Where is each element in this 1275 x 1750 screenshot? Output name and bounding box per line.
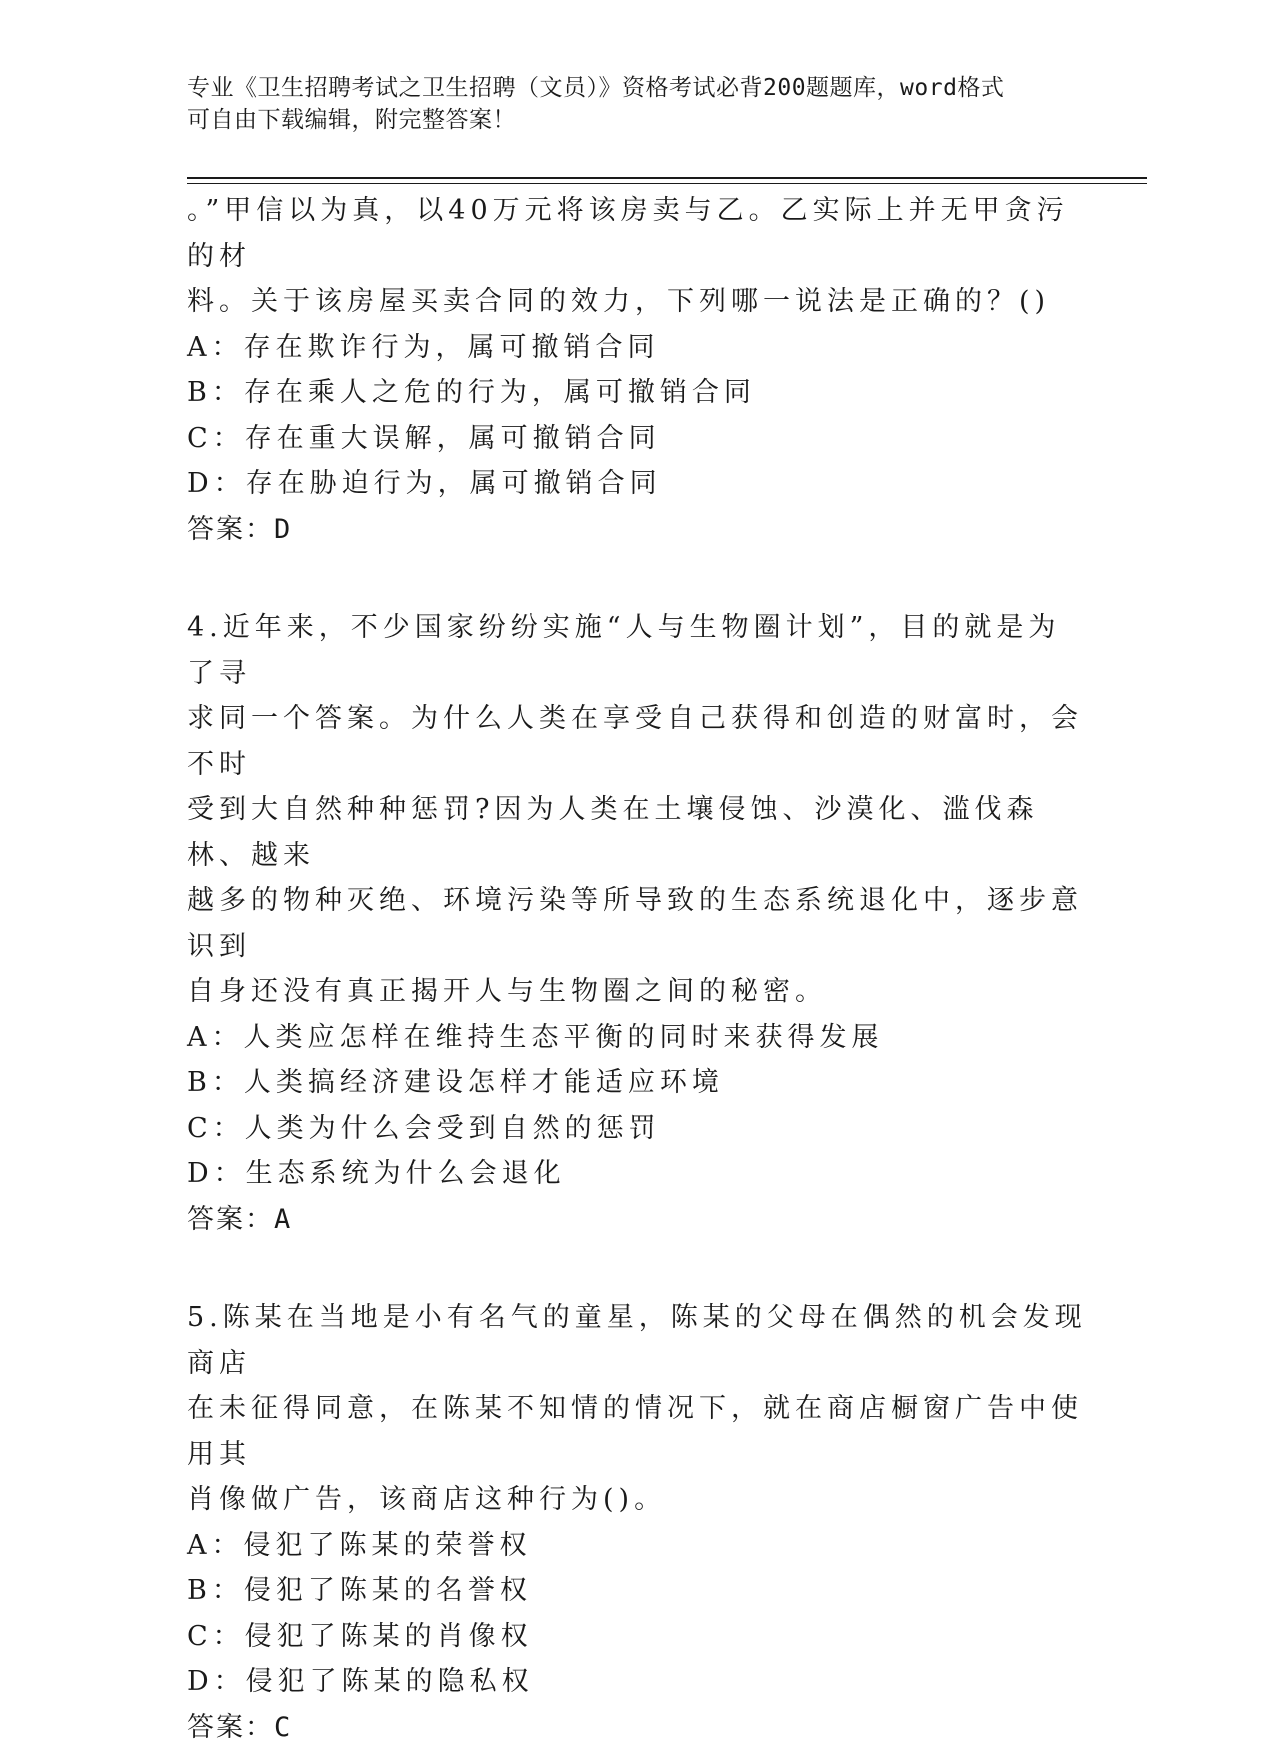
question-text-line: 。”甲信以为真，以40万元将该房卖与乙。乙实际上并无甲贪污的材 bbox=[187, 188, 1087, 279]
question-text-line: 在未征得同意，在陈某不知情的情况下，就在商店橱窗广告中使用其 bbox=[187, 1386, 1087, 1477]
question-text-line: 4.近年来，不少国家纷纷实施“人与生物圈计划”，目的就是为了寻 bbox=[187, 605, 1087, 696]
header-divider bbox=[187, 177, 1147, 184]
option-c: C：人类为什么会受到自然的惩罚 bbox=[187, 1106, 1087, 1152]
question-text-line: 越多的物种灭绝、环境污染等所导致的生态系统退化中，逐步意识到 bbox=[187, 878, 1087, 969]
option-c: C：存在重大误解，属可撤销合同 bbox=[187, 416, 1087, 462]
question-text-line: 料。关于该房屋买卖合同的效力，下列哪一说法是正确的？() bbox=[187, 279, 1087, 325]
option-b: B：存在乘人之危的行为，属可撤销合同 bbox=[187, 370, 1087, 416]
option-b: B：侵犯了陈某的名誉权 bbox=[187, 1568, 1087, 1614]
page-header bbox=[187, 72, 1087, 136]
question-4 bbox=[187, 605, 1087, 1242]
question-3 bbox=[187, 188, 1087, 552]
answer-label: 答案：A bbox=[187, 1197, 1087, 1243]
option-c: C：侵犯了陈某的肖像权 bbox=[187, 1614, 1087, 1660]
spacer bbox=[187, 1242, 1087, 1295]
question-5 bbox=[187, 1295, 1087, 1750]
option-a: A：人类应怎样在维持生态平衡的同时来获得发展 bbox=[187, 1015, 1087, 1061]
question-text-line: 求同一个答案。为什么人类在享受自己获得和创造的财富时，会不时 bbox=[187, 696, 1087, 787]
option-d: D：生态系统为什么会退化 bbox=[187, 1151, 1087, 1197]
answer-label: 答案：C bbox=[187, 1705, 1087, 1750]
header-title-line-2: 可自由下载编辑，附完整答案！ bbox=[187, 104, 1087, 136]
answer-label: 答案：D bbox=[187, 507, 1087, 553]
option-d: D：侵犯了陈某的隐私权 bbox=[187, 1659, 1087, 1705]
option-b: B：人类搞经济建设怎样才能适应环境 bbox=[187, 1060, 1087, 1106]
option-a: A：侵犯了陈某的荣誉权 bbox=[187, 1523, 1087, 1569]
document-body bbox=[187, 188, 1087, 1750]
question-text-line: 自身还没有真正揭开人与生物圈之间的秘密。 bbox=[187, 969, 1087, 1015]
option-d: D：存在胁迫行为，属可撤销合同 bbox=[187, 461, 1087, 507]
question-text-line: 受到大自然种种惩罚?因为人类在土壤侵蚀、沙漠化、滥伐森林、越来 bbox=[187, 787, 1087, 878]
question-text-line: 5.陈某在当地是小有名气的童星，陈某的父母在偶然的机会发现商店 bbox=[187, 1295, 1087, 1386]
header-title-line-1: 专业《卫生招聘考试之卫生招聘（文员）》资格考试必背200题题库，word格式 bbox=[187, 72, 1087, 104]
spacer bbox=[187, 552, 1087, 605]
option-a: A：存在欺诈行为，属可撤销合同 bbox=[187, 325, 1087, 371]
question-text-line: 肖像做广告，该商店这种行为()。 bbox=[187, 1477, 1087, 1523]
